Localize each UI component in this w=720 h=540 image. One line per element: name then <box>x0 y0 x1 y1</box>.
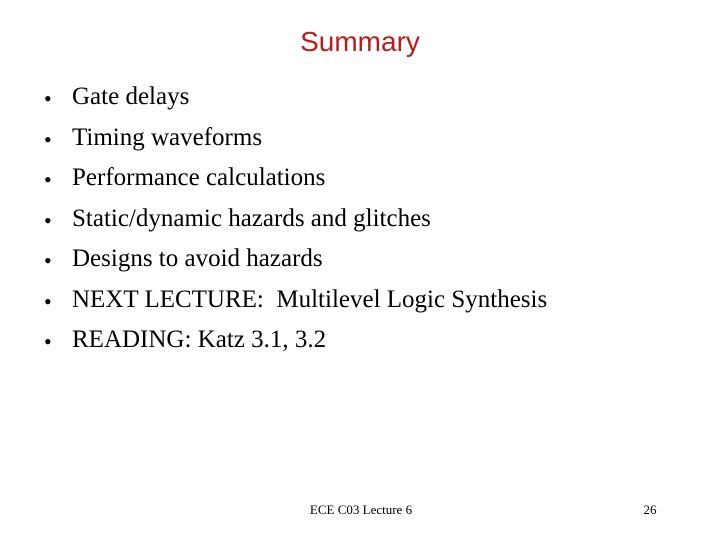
bullet-text: Static/dynamic hazards and glitches <box>72 204 431 232</box>
bullet-text: Gate delays <box>72 83 190 110</box>
bullet-glyph: • <box>44 248 52 273</box>
bullet-text: Designs to avoid hazards <box>72 245 323 272</box>
bullet-text: NEXT LECTURE: Multilevel Logic Synthesis <box>72 285 548 313</box>
bullet-glyph: • <box>44 126 52 152</box>
bullet-text: READING: Katz 3.1, 3.2 <box>72 326 327 353</box>
bullet-glyph: • <box>44 329 52 354</box>
footer-text: ECE C03 Lecture 6 <box>309 502 413 517</box>
page-number: 26 <box>643 502 657 517</box>
bullet-glyph: • <box>44 207 52 233</box>
bullet-glyph: • <box>44 288 52 314</box>
bullet-glyph: • <box>44 86 52 111</box>
bullet-glyph: • <box>44 167 52 192</box>
slide-title <box>0 26 720 58</box>
slide-title-text: Summary <box>300 26 420 57</box>
bullet-text: Performance calculations <box>72 164 326 191</box>
bullet-text: Timing waveforms <box>72 123 263 151</box>
